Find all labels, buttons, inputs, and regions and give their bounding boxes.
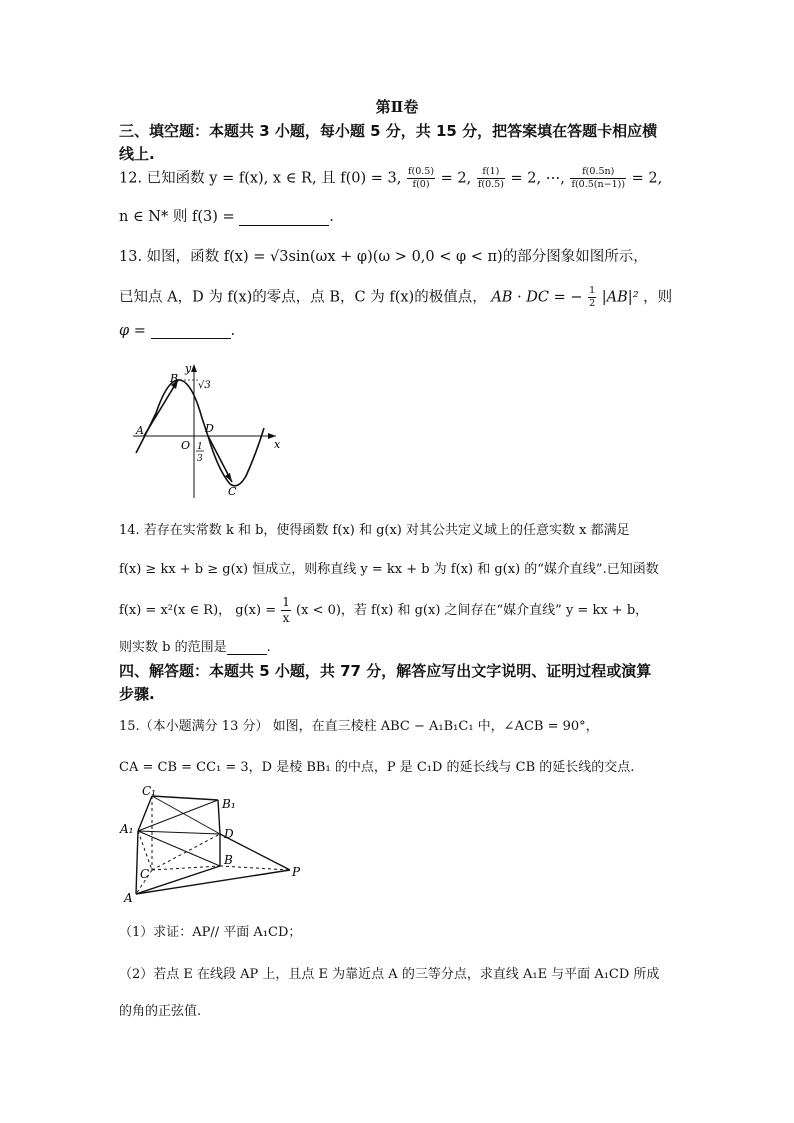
q14-frac-den: x [282,611,290,625]
label-b: B [224,853,233,867]
label-a: A [136,424,144,437]
q14-frac-num: 1 [282,595,290,609]
edge-c1b1 [152,796,218,800]
q13-vector-expr: AB · DC = − [491,289,583,306]
q14-line4-text: 则实数 b 的范围是 [119,640,227,655]
edge-a1a [136,831,138,894]
question-12-line2 [119,205,334,226]
label-sqrt3: √3 [198,380,211,391]
label-d: D [224,827,234,841]
question-13-line2 [119,285,672,310]
label-c: C [228,485,237,498]
q13-phi: φ = [119,323,146,339]
q13-line3-end: . [230,323,236,339]
page-title: 第Ⅱ卷 [375,98,419,116]
sine-curve [136,380,264,486]
q12-frac2-num: f(1) [477,166,505,179]
edge-a1c1 [138,796,152,831]
q13-line2-text: 已知点 A，D 为 f(x)的零点，点 B，C 为 f(x)的极值点， [119,289,487,306]
label-o: O [181,439,191,452]
question-14-line2: f(x) ≥ kx + b ≥ g(x) 恒成立，则称直线 y = kx + b 为 f(x) 和 g(x) 的“媒介直线”.已知函数 [119,562,659,577]
q14-line3-a: f(x) = x²(x ∈ R)， g(x) = [119,603,277,618]
q12-answer-blank[interactable] [239,211,329,226]
edge-a1c [138,831,152,870]
section-3-heading-line2: 线上. [119,145,155,163]
q12-fraction-1 [407,166,435,191]
q13-frac-den: 2 [589,298,596,309]
q13-fraction [588,285,596,310]
edge-a1b [138,831,220,866]
edge-cd [152,834,220,870]
question-15-line2: CA = CB = CC₁ = 3，D 是棱 BB₁ 的中点，P 是 C₁D 的延长线与 CB 的延长线的交点. [119,760,635,775]
edge-c1d [152,796,220,834]
q12-frac3-num: f(0.5n) [570,166,626,179]
q12-fraction-3 [570,166,626,191]
label-y: y [185,362,192,375]
question-15-part2-line2: 的角的正弦值. [119,1004,202,1019]
question-14-line4 [119,636,271,655]
q13-frac-num: 1 [589,285,596,296]
label-three: 3 [197,454,203,464]
section-4-heading-line2: 步骤. [119,685,155,703]
label-b1: B₁ [222,797,236,811]
q12-eq3: = 2, ⋯, [510,170,565,187]
prism-figure [118,786,308,906]
q12-line2-end: . [329,209,334,225]
q12-eq4: = 2, [631,170,663,187]
edge-a1d [138,831,220,834]
q12-eq2: = 2, [440,170,472,187]
q14-answer-blank[interactable] [227,642,267,655]
question-14-line3 [119,595,648,626]
question-15-part1: （1）求证：AP// 平面 A₁CD； [119,925,302,940]
q12-frac2-den: f(0.5) [477,179,504,190]
q14-fraction [281,595,291,626]
section-3-heading-line1: 三、填空题：本题共 3 小题，每小题 5 分，共 15 分，把答案填在答题卡相应横 [119,122,658,140]
label-c: C [140,867,150,881]
label-x: x [274,438,281,451]
label-d: D [205,422,214,435]
y-axis-arrow [191,364,197,372]
q12-fraction-2 [477,166,505,191]
q13-answer-blank[interactable] [151,324,231,339]
question-13-line1: 13. 如图，函数 f(x) = √3sin(ωx + φ)(ω > 0,0 < φ < π)的部分图象如图所示， [119,249,648,265]
q12-prefix: 12. 已知函数 y = f(x), x ∈ R, 且 f(0) = 3, [119,170,402,187]
question-14-line1: 14. 若存在实常数 k 和 b，使得函数 f(x) 和 g(x) 对其公共定义域上的任意实数 x 都满足 [119,523,630,538]
question-12-line1 [119,166,662,191]
label-c1: C₁ [142,786,156,798]
label-a: A [124,891,133,905]
label-b: B [170,372,179,385]
question-15-line1: 15.（本小题满分 13 分） 如图，在直三棱柱 ABC − A₁B₁C₁ 中，∠ACB = 90°， [119,719,599,734]
q12-frac1-num: f(0.5) [408,166,435,177]
q13-abs-expr: |AB|² [601,289,639,306]
q12-line2-text: n ∈ N* 则 f(3) = [119,209,235,225]
sine-graph-figure [128,358,288,503]
q14-line4-end: . [266,640,271,655]
edge-ap [136,870,290,894]
section-4-heading-line1: 四、解答题：本题共 5 小题，共 77 分，解答应写出文字说明、证明过程或演算 [119,662,652,680]
vector-ab [144,380,178,436]
q12-frac1-den: f(0) [412,179,430,190]
q12-frac3-den: f(0.5(n−1)) [571,179,626,190]
edge-b1d [218,800,220,834]
label-a1: A₁ [120,822,134,836]
label-p: P [292,865,301,879]
q14-line3-b: (x < 0)，若 f(x) 和 g(x) 之间存在“媒介直线” y = kx + b， [296,603,649,618]
label-one: 1 [197,442,203,452]
question-13-line3 [119,323,235,339]
q13-line2-end: ，则 [643,289,673,306]
question-15-part2-line1: （2）若点 E 在线段 AP 上，且点 E 为靠近点 A 的三等分点，求直线 A₁E 与平面 A₁CD 所成 [119,967,660,982]
